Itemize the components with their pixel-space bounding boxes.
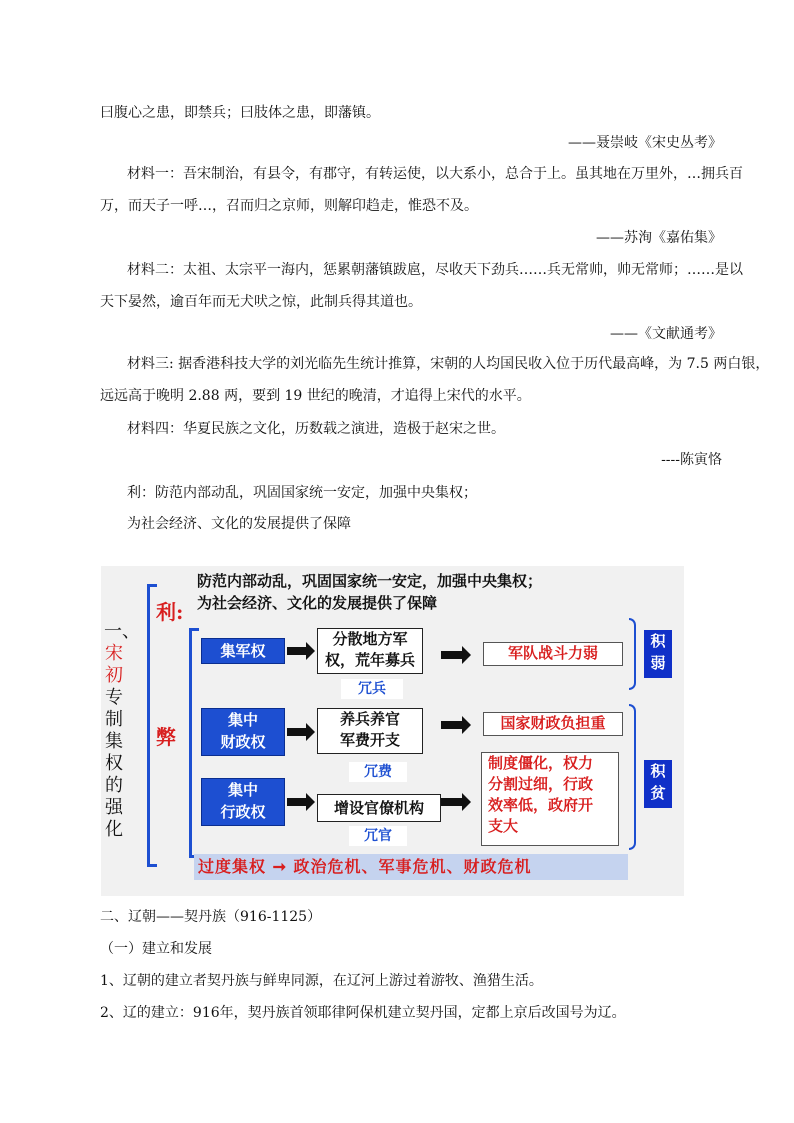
vertical-title-red: 宋初 xyxy=(105,643,123,686)
brace-bottom xyxy=(147,864,157,867)
side-box-weak xyxy=(644,630,672,678)
bi-label: 弊 xyxy=(156,725,176,749)
red-box-row3-line1: 制度僵化，权力 xyxy=(488,754,594,772)
inner-brace-top xyxy=(189,628,199,631)
arrow-icon xyxy=(441,651,463,659)
blue-box-admin xyxy=(201,778,285,826)
sub-label-row2: 冗费 xyxy=(349,762,407,782)
white-box-row2 xyxy=(317,708,423,754)
diagram-title-line2: 为社会经济、文化的发展提供了保障 xyxy=(197,594,438,612)
inner-brace xyxy=(189,628,192,858)
vertical-title-prefix: 一、 xyxy=(104,621,140,642)
arrow-icon xyxy=(441,798,463,806)
white-box-row1-line2: 权，荒年募兵 xyxy=(324,651,415,669)
white-box-row1-line1: 分散地方军 xyxy=(332,630,408,648)
paragraph: 2、辽的建立：916年，契丹族首领耶律阿保机建立契丹国，定都上京后改国号为辽。 xyxy=(100,1005,626,1021)
side-box-weak-line2: 弱 xyxy=(650,654,666,672)
citation: ——苏洵《嘉佑集》 xyxy=(596,230,722,246)
arrow-icon xyxy=(287,647,307,655)
paragraph: 为社会经济、文化的发展提供了保障 xyxy=(127,516,351,532)
paragraph: 材料一：吾宋制治，有县令，有郡守，有转运使，以大系小，总合于上。虽其地在万里外，…拥兵百 xyxy=(127,166,743,182)
red-box-row2: 国家财政负担重 xyxy=(483,712,623,736)
citation: ——聂崇岐《宋史丛考》 xyxy=(568,135,722,151)
red-box-row3 xyxy=(481,752,619,846)
main-brace xyxy=(147,584,150,867)
citation: ——《文献通考》 xyxy=(610,326,722,342)
vertical-title-rest: 专制集权的强化 xyxy=(105,687,123,840)
sub-label-row3: 冗官 xyxy=(349,826,407,846)
brace-top xyxy=(147,584,157,587)
paragraph: 曰腹心之患，即禁兵；曰肢体之患，即藩镇。 xyxy=(100,105,380,121)
subsection-heading: （一）建立和发展 xyxy=(100,941,212,957)
diagram-title-line1: 防范内部动乱，巩固国家统一安定，加强中央集权； xyxy=(197,572,543,590)
paragraph: 远远高于晚明 2.88 两，要到 19 世纪的晚清，才追得上宋代的水平。 xyxy=(100,388,531,404)
citation: ----陈寅恪 xyxy=(661,452,722,468)
paragraph: 材料四：华夏民族之文化，历数载之演进，造极于赵宋之世。 xyxy=(127,421,505,437)
blue-box-military: 集军权 xyxy=(201,638,285,664)
bottom-conclusion-bar: 过度集权 ➞ 政治危机、军事危机、财政危机 xyxy=(194,854,628,880)
white-box-row2-line2: 军费开支 xyxy=(339,731,400,749)
summary-diagram xyxy=(101,566,684,896)
side-box-poor-line2: 贫 xyxy=(650,784,666,802)
paragraph: 天下晏然，逾百年而无犬吠之惊，此制兵得其道也。 xyxy=(100,294,422,310)
paragraph: 材料三: 据香港科技大学的刘光临先生统计推算，宋朝的人均国民收入位于历代最高峰，为 7.5 两白银， xyxy=(127,356,770,372)
white-box-row2-line1: 养兵养官 xyxy=(339,710,400,728)
red-box-row3-line2: 分割过细，行政 xyxy=(488,775,594,793)
red-box-row1: 军队战斗力弱 xyxy=(483,642,623,666)
red-box-row3-line3: 效率低，政府开 xyxy=(488,796,594,814)
paragraph: 1、辽朝的建立者契丹族与鲜卑同源，在辽河上游过着游牧、渔猎生活。 xyxy=(100,973,543,989)
blue-box-admin-line1: 集中 xyxy=(227,781,258,799)
blue-box-finance-line1: 集中 xyxy=(227,711,258,729)
vertical-title xyxy=(104,621,140,841)
blue-box-finance xyxy=(201,708,285,756)
right-brace-1 xyxy=(629,618,636,690)
section-heading: 二、辽朝——契丹族（916-1125） xyxy=(100,909,322,925)
paragraph: 万，而天子一呼…，召而归之京师，则解印趋走，惟恐不及。 xyxy=(100,198,478,214)
side-box-poor xyxy=(644,760,672,808)
paragraph: 利：防范内部动乱，巩固国家统一安定，加强中央集权； xyxy=(127,485,477,501)
white-box-row1 xyxy=(317,628,423,674)
arrow-icon xyxy=(287,798,307,806)
right-brace-2 xyxy=(629,704,636,850)
blue-box-finance-line2: 财政权 xyxy=(220,733,266,751)
arrow-icon xyxy=(441,721,463,729)
side-box-weak-line1: 积 xyxy=(650,632,666,650)
white-box-row3: 增设官僚机构 xyxy=(317,794,441,822)
paragraph: 材料二：太祖、太宗平一海内，惩累朝藩镇跋扈，尽收天下劲兵……兵无常帅，帅无常师；……是以 xyxy=(127,262,743,278)
sub-label-row1: 冗兵 xyxy=(341,679,403,699)
li-label: 利: xyxy=(156,600,184,624)
arrow-icon xyxy=(287,728,307,736)
blue-box-admin-line2: 行政权 xyxy=(220,803,266,821)
side-box-poor-line1: 积 xyxy=(650,762,666,780)
red-box-row3-line4: 支大 xyxy=(488,817,519,835)
